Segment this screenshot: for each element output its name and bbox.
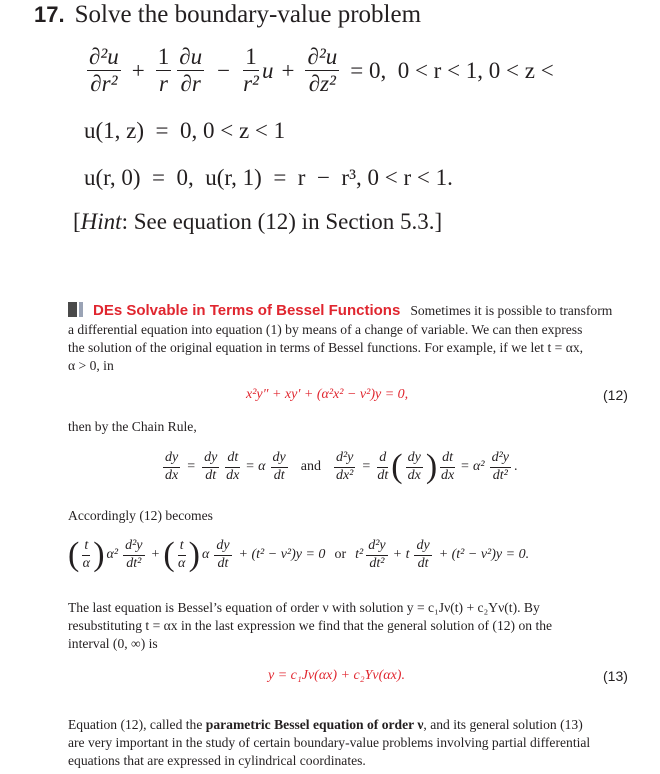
accordingly-text: Accordingly (12) becomes: [68, 508, 213, 523]
pde-term-3-var: u: [261, 57, 274, 83]
intro-line-1: a differential equation into equation (1) by means of a change of variable. We can then express: [68, 322, 583, 337]
equation-12-label: (12): [603, 387, 628, 403]
pde-rhs: = 0, 0 < r < 1, 0 < z <: [350, 57, 554, 83]
equation-13: y = c₁Jν(αx) + c₂Yν(αx).: [268, 668, 405, 683]
pde-term-4: $\frac{\text{∂²u}}{\text{∂z²}}$: [307, 44, 338, 97]
problem-number: 17.: [34, 2, 65, 27]
chain-rule-text: then by the Chain Rule,: [68, 419, 197, 434]
intro-line-3: α > 0, in: [68, 358, 114, 373]
final-line-1: are very important in the study of certain boundary-value problems involving partial differential: [68, 735, 591, 750]
hint-label: Hint: [80, 209, 122, 234]
final-line-0: Equation (12), called the parametric Bessel equation of order ν, and its general solution (13): [68, 717, 583, 732]
section-marker-icon: [68, 302, 77, 317]
final-line-2: equations that are expressed in cylindrical coordinates.: [68, 753, 366, 768]
section-heading-row: [68, 302, 612, 320]
parametric-bessel-term: parametric Bessel equation of order ν: [205, 717, 424, 732]
pde-term-3: $\frac{1}{\text{r²}}$: [243, 44, 259, 97]
pde-plus-2: +: [281, 57, 295, 83]
intro-line-0: Sometimes it is possible to transform: [410, 303, 613, 318]
problem-title: Solve the boundary-value problem: [74, 1, 422, 28]
intro-line-2: the solution of the original equation in terms of Bessel functions. For example, if we let t = αx,: [68, 340, 584, 355]
pde-term-2a: $\frac{1}{r}$: [157, 44, 170, 97]
pde-plus-1: +: [131, 57, 145, 83]
last-line-2: interval (0, ∞) is: [68, 636, 158, 651]
section-heading: DEs Solvable in Terms of Bessel Functions: [93, 302, 401, 319]
last-line-1: resubstituting t = αx in the last expression we find that the general solution of (12) on the: [68, 618, 553, 633]
pde-equation: [84, 44, 554, 98]
boundary-condition-1: u(1, z) = 0, 0 < z < 1: [84, 118, 286, 143]
boundary-condition-2: u(r, 0) = 0, u(r, 1) = r − r³, 0 < r < 1.: [84, 165, 453, 190]
last-line-0: The last equation is Bessel’s equation of order ν with solution y = c₁Jν(t) + c₂Yν(t). By: [68, 600, 540, 615]
section-marker-icon-2: [79, 302, 83, 317]
pde-term-2b: $\frac{\partial u}{\partial r}$: [179, 44, 203, 97]
equation-12: x²y″ + xy′ + (α²x² − ν²)y = 0,: [246, 387, 409, 402]
problem-header: [34, 1, 421, 29]
transformed-equation: ( $\frac{t}{\alpha}$ ) α² $\frac{\text{d²y}}{\text{dt²}}$ + ( $\frac{t}{\alpha}$ ) α $\frac{dy}{dt}$ + (t² − ν²)y = 0 or t² $\frac{\text{d²y}}{\text{dt²}}$ + t $\frac{dy}{dt}$ + (t² − ν²)y = 0.: [68, 536, 530, 573]
equation-13-label: (13): [603, 668, 628, 684]
hint-line: [Hint: See equation (12) in Section 5.3.]: [73, 209, 443, 234]
pde-term-1: $\frac{\text{∂²u}}{\text{∂r²}}$: [89, 44, 119, 97]
pde-minus: −: [217, 57, 231, 83]
chain-rule-equation: $\frac{dy}{dx}$ = $\frac{dy}{dt}$ $\frac{dt}{dx}$ = α $\frac{dy}{dt}$ and $\frac{\text{d²y}}{\text{dx²}}$ = $\frac{d}{dt}$ ( $\frac{dy}{dx}$ ) $\frac{dt}{dx}$ = α² $\frac{\text{d²y}}{\text{dt²}}$ .: [165, 448, 518, 485]
